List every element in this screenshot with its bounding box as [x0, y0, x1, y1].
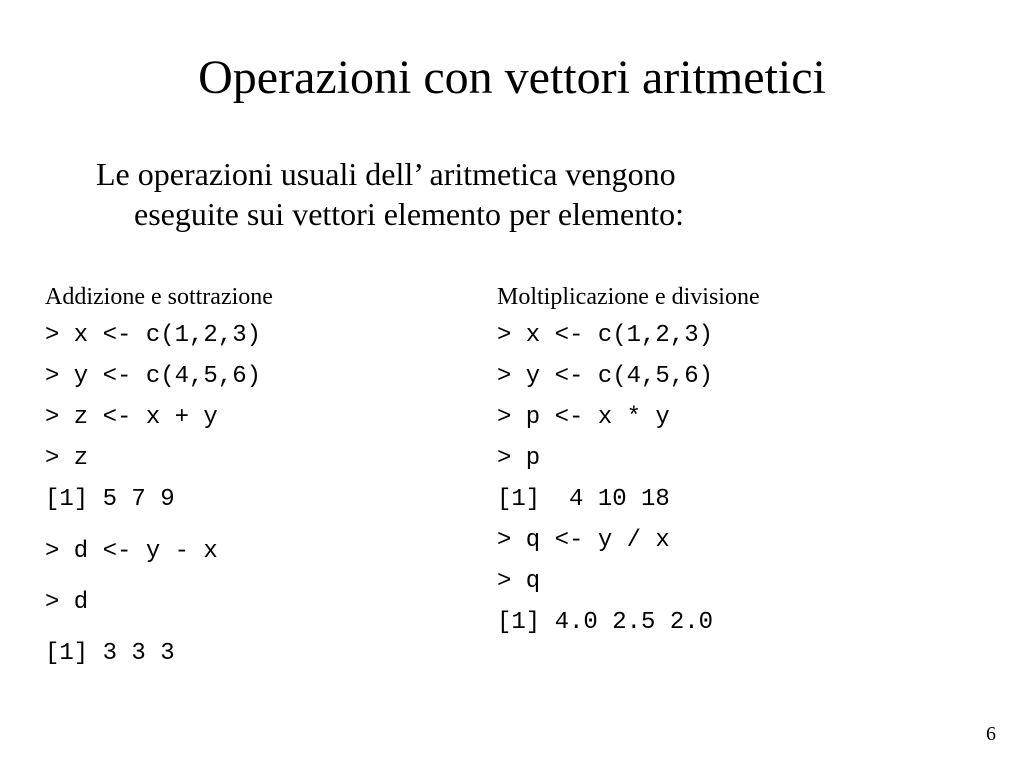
- right-column-heading: Moltiplicazione e divisione: [497, 284, 760, 310]
- code-line: > y <- c(4,5,6): [497, 363, 714, 390]
- code-output: [1] 3 3 3: [45, 640, 175, 667]
- slide-title: Operazioni con vettori aritmetici: [198, 51, 826, 104]
- code-line: > x <- c(1,2,3): [497, 322, 714, 349]
- code-line: > q: [497, 568, 541, 595]
- code-line: > y <- c(4,5,6): [45, 363, 262, 390]
- code-output: [1] 5 7 9: [45, 486, 175, 513]
- left-column: [45, 282, 273, 667]
- code-line: > d: [45, 589, 89, 616]
- code-line: > d <- y - x: [45, 538, 218, 565]
- intro-text: [96, 154, 856, 234]
- intro-line-2: eseguite sui vettori elemento per elemento:: [134, 196, 685, 232]
- code-line: > q <- y / x: [497, 527, 670, 554]
- code-output: [1] 4.0 2.5 2.0: [497, 609, 714, 636]
- code-line: > z <- x + y: [45, 404, 218, 431]
- code-line: > p: [497, 445, 541, 472]
- intro-line-1: Le operazioni usuali dell’ aritmetica vengono: [96, 156, 676, 192]
- code-line: > z: [45, 445, 89, 472]
- page-number: 6: [986, 723, 996, 745]
- left-column-heading: Addizione e sottrazione: [45, 284, 273, 310]
- code-output: [1] 4 10 18: [497, 486, 670, 513]
- right-column: [497, 282, 760, 636]
- code-line: > x <- c(1,2,3): [45, 322, 262, 349]
- code-line: > p <- x * y: [497, 404, 670, 431]
